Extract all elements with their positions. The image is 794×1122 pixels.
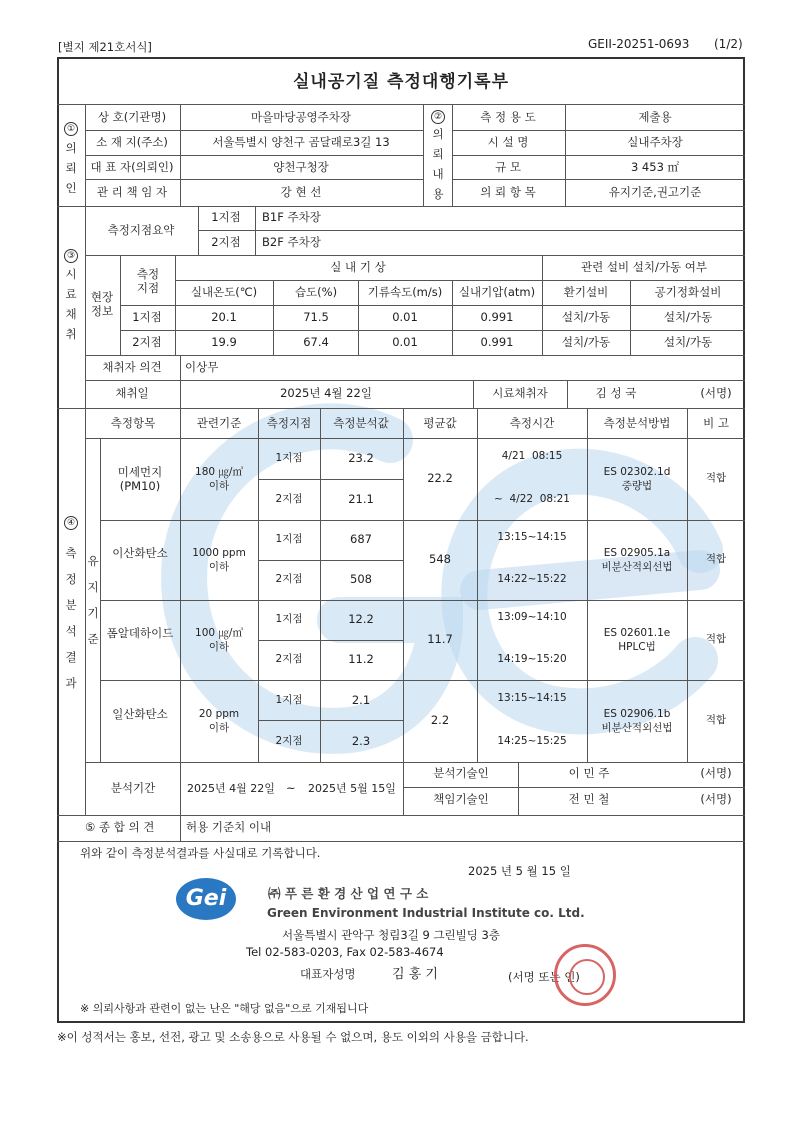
item-name: 미세먼지 (PM10): [117, 465, 163, 493]
item-average: 548: [429, 552, 451, 566]
site-row1-temp: 20.1: [211, 310, 237, 324]
item-standard: 20 ppm 이하: [198, 708, 240, 734]
site-row2-pressure: 0.991: [480, 335, 514, 349]
site-row1-pressure: 0.991: [480, 310, 514, 324]
value-chief-technician: 전 민 철: [568, 792, 610, 806]
section3-number: ③: [64, 249, 78, 263]
company-name-ko: ㈜ 푸 른 환 경 산 업 연 구 소: [268, 886, 429, 901]
item-value2: 21.1: [348, 491, 374, 506]
label-analysis-period: 분석기간: [110, 781, 156, 795]
section1-number: ①: [64, 122, 78, 136]
form-frame: [57, 57, 745, 1023]
label-address: 소 재 지(주소): [96, 135, 168, 149]
document-title: 실내공기질 측정대행기록부: [293, 72, 509, 92]
label-chief-technician: 책임기술인: [433, 792, 489, 806]
section2-number: ②: [431, 110, 445, 124]
site-row1-airflow: 0.01: [392, 310, 418, 324]
value-manager: 강 현 선: [280, 185, 322, 199]
item-average: 11.7: [427, 632, 453, 646]
value-overall-opinion: 허용 기준치 이내: [186, 820, 272, 834]
site-row1-purifier: 설치/가동: [663, 310, 713, 324]
label-scale: 규 모: [495, 160, 521, 174]
analysis-period-start: 2025년 4월 22일: [187, 782, 275, 795]
section4-number: ④: [64, 516, 78, 530]
analysis-period-separator: ~: [286, 781, 296, 795]
item-method: ES 02905.1a 비분산적외선법: [601, 547, 673, 573]
site-row2-airflow: 0.01: [392, 335, 418, 349]
section2-label: 의 뢰 내 용: [432, 127, 444, 201]
label-site-info: 현장 정보: [90, 290, 114, 318]
item-standard: 1000 ppm 이하: [192, 547, 246, 573]
point1-label: 1지점: [211, 210, 241, 224]
analysis-period-end: 2025년 5월 15일: [308, 782, 396, 795]
item-average: 2.2: [430, 713, 450, 727]
item-value1: 23.2: [348, 450, 374, 465]
company-phone: Tel 02-583-0203, Fax 02-583-4674: [246, 945, 444, 959]
section5-label: ⑤ 종 합 의 견: [85, 820, 155, 834]
item-remark: 적합: [705, 633, 727, 645]
point2-label: 2지점: [211, 235, 241, 249]
item-time-end: 14:22~15:22: [497, 573, 567, 585]
footer-note: ※ 의뢰사항과 관련이 없는 난은 "해당 없음"으로 기재됩니다: [80, 1002, 369, 1015]
statement: 위와 같이 측정분석결과를 사실대로 기록합니다.: [80, 846, 321, 860]
item-remark: 적합: [705, 714, 727, 726]
item-name: 이산화탄소: [112, 546, 168, 560]
item-method: ES 02601.1e HPLC법: [603, 627, 671, 653]
site-row1-point: 1지점: [132, 310, 162, 324]
section3-label: 시 료 채 취: [65, 267, 77, 341]
label-point-summary: 측정지점요약: [107, 223, 175, 237]
item-value2: 508: [350, 572, 372, 586]
site-row2-purifier: 설치/가동: [663, 335, 713, 349]
item-standard: 180 ㎍/㎥ 이하: [195, 466, 243, 492]
point1-location: B1F 주차장: [262, 210, 321, 224]
col-point: 측정지점: [266, 416, 312, 430]
item-remark: 적합: [705, 553, 727, 565]
value-scale: 3 453 ㎡: [630, 160, 680, 174]
item-time-start: 13:15~14:15: [497, 691, 567, 704]
col-humidity: 습도(%): [294, 285, 338, 299]
item-remark: 적합: [705, 472, 727, 484]
company-seal: [554, 944, 616, 1006]
site-row2-ventilation: 설치/가동: [561, 335, 611, 349]
item-value2: 11.2: [348, 652, 374, 666]
label-maintenance-standard: 유 지 기 준: [87, 554, 99, 646]
item-value1: 2.1: [351, 692, 371, 707]
value-address: 서울특별시 양천구 곰달래로3길 13: [212, 135, 390, 149]
document-number: GEII-20251-0693: [588, 37, 690, 51]
label-sampler-opinion: 채취자 의견: [102, 360, 162, 374]
col-value: 측정분석값: [333, 416, 389, 430]
col-airflow: 기류속도(m/s): [367, 285, 443, 299]
item-standard: 100 ㎍/㎥ 이하: [195, 627, 243, 653]
item-point1: 1지점: [275, 533, 303, 545]
point2-location: B2F 주차장: [262, 235, 321, 249]
company-address: 서울특별시 관악구 청림3길 9 그린빌딩 3층: [282, 928, 500, 942]
item-point2: 2지점: [275, 734, 303, 747]
item-name: 폼알데하이드: [106, 626, 174, 640]
col-time: 측정시간: [509, 416, 555, 430]
label-sampling-date: 채취일: [115, 386, 149, 400]
item-value2: 2.3: [351, 733, 371, 748]
item-value1: 12.2: [348, 612, 374, 626]
site-row1-humidity: 71.5: [303, 310, 329, 324]
item-time-start: 13:09~14:10: [497, 611, 567, 623]
chief-signature: (서명): [700, 792, 732, 806]
company-logo: Gei: [176, 878, 236, 920]
site-row2-temp: 19.9: [211, 335, 237, 349]
label-facility: 시 설 명: [487, 135, 529, 149]
value-sampling-date: 2025년 4월 22일: [280, 386, 372, 400]
value-representative-name: 김 홍 기: [392, 967, 438, 982]
value-analyst: 이 민 주: [568, 766, 610, 780]
col-standard: 관련기준: [196, 416, 242, 430]
item-point1: 1지점: [275, 451, 303, 464]
form-number: [별지 제21호서식]: [58, 40, 152, 54]
item-average: 22.2: [427, 471, 453, 485]
item-point1: 1지점: [275, 693, 303, 706]
sampler-signature: (서명): [700, 386, 732, 400]
label-representative-name: 대표자성명: [300, 967, 356, 981]
value-representative: 양천구청장: [273, 160, 329, 174]
issue-date: 2025 년 5 월 15 일: [468, 864, 571, 878]
col-purifier: 공기정화설비: [654, 285, 722, 299]
value-sampler: 김 성 국: [595, 386, 637, 400]
item-point1: 1지점: [275, 613, 303, 625]
value-requested-items: 유지기준,권고기준: [608, 185, 702, 199]
usage-restriction-note: ※이 성적서는 홍보, 선전, 광고 및 소송용으로 사용될 수 없으며, 용도 이외의 사용을 금합니다.: [57, 1030, 529, 1044]
item-time-end: 14:19~15:20: [497, 653, 567, 665]
col-method: 측정분석방법: [603, 416, 671, 430]
label-requested-items: 의 뢰 항 목: [480, 185, 536, 199]
section4-label: 측 정 분 석 결 과: [65, 546, 77, 690]
label-manager: 관 리 책 임 자: [96, 185, 168, 199]
item-value1: 687: [350, 532, 372, 546]
label-sampler: 시료채취자: [492, 386, 548, 400]
item-method: ES 02302.1d 중량법: [603, 466, 671, 492]
col-ventilation: 환기설비: [563, 285, 609, 299]
item-time-start: 13:15~14:15: [497, 531, 567, 543]
col-average: 평균값: [423, 416, 457, 430]
item-time-end: ~ 4/22 08:21: [494, 492, 570, 505]
item-time-end: 14:25~15:25: [497, 734, 567, 747]
label-purpose: 측 정 용 도: [480, 110, 536, 124]
section1-label: 의 뢰 인: [65, 141, 77, 195]
value-business-name: 마을마당공영주차장: [251, 110, 351, 124]
company-name-en: Green Environment Industrial Institute co. Ltd.: [267, 906, 585, 920]
label-representative: 대 표 자(의뢰인): [90, 160, 174, 174]
value-sampler-opinion: 이상무: [185, 360, 219, 374]
col-remark: 비 고: [703, 416, 729, 430]
site-row1-ventilation: 설치/가동: [561, 310, 611, 324]
analyst-signature: (서명): [700, 766, 732, 780]
col-temperature: 실내온도(℃): [190, 285, 258, 299]
item-method: ES 02906.1b 비분산적외선법: [601, 708, 673, 734]
label-business-name: 상 호(기관명): [97, 110, 167, 124]
header-point: 측정 지점: [136, 267, 160, 295]
value-purpose: 제출용: [638, 110, 672, 124]
item-point2: 2지점: [275, 653, 303, 665]
representative-signature: (서명 또는 인): [508, 970, 580, 984]
header-indoor-weather: 실 내 기 상: [330, 260, 386, 274]
item-point2: 2지점: [275, 492, 303, 505]
col-pressure: 실내기압(atm): [458, 285, 536, 299]
site-row2-humidity: 67.4: [303, 335, 329, 349]
label-analyst: 분석기술인: [433, 766, 489, 780]
item-name: 일산화탄소: [112, 707, 168, 721]
value-facility: 실내주차장: [627, 135, 683, 149]
page-number: (1/2): [714, 37, 743, 51]
site-row2-point: 2지점: [132, 335, 162, 349]
item-time-start: 4/21 08:15: [501, 449, 563, 462]
col-item: 측정항목: [110, 416, 156, 430]
item-point2: 2지점: [275, 573, 303, 585]
header-equipment: 관련 설비 설치/가동 여부: [581, 260, 707, 274]
